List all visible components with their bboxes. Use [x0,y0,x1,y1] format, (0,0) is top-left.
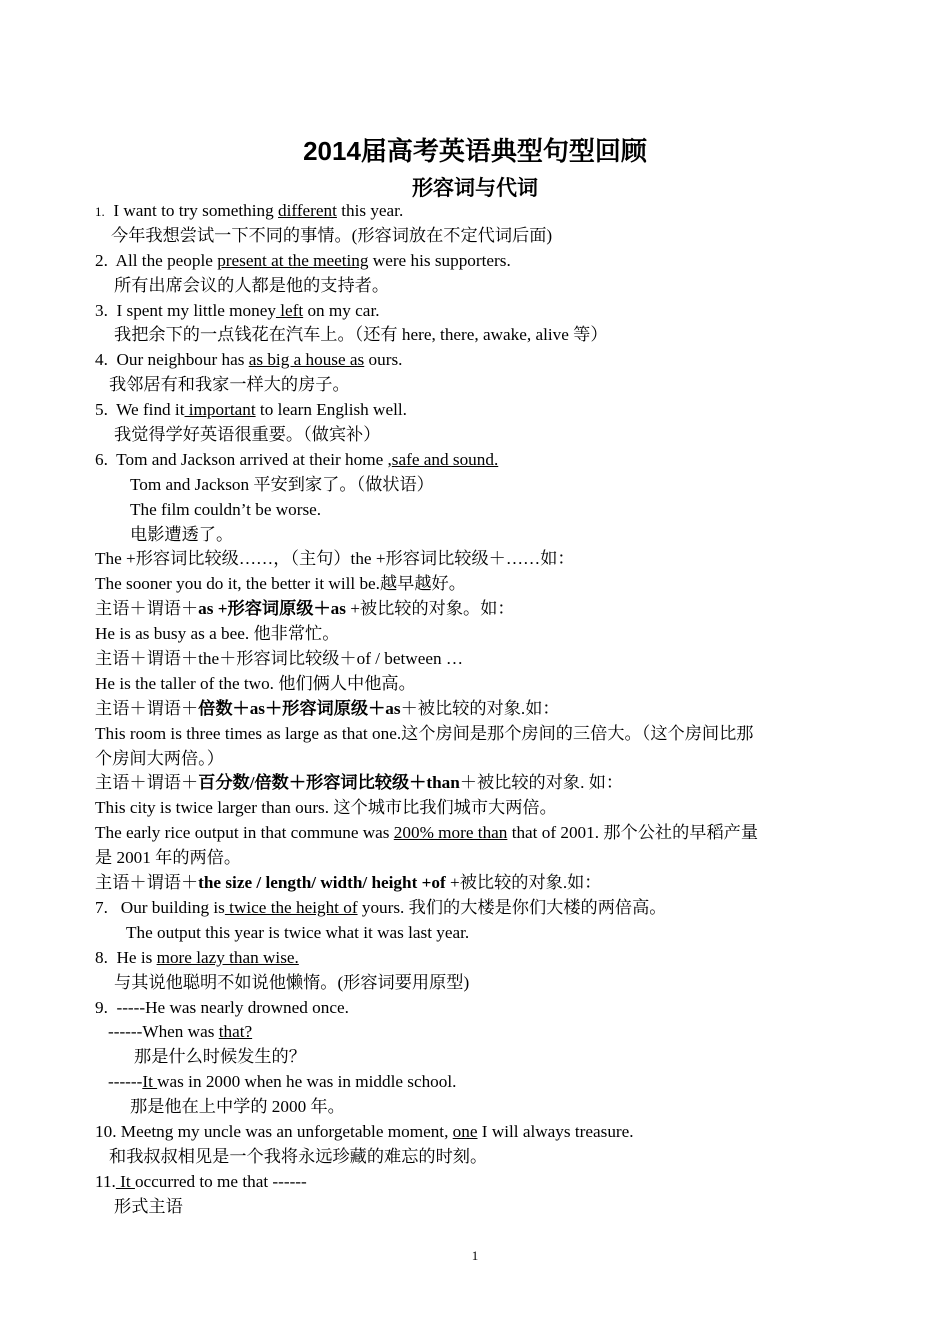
underlined-text: one [452,1121,478,1141]
text-segment: I will always treasure. [477,1121,634,1141]
text-segment: ＋被比较的对象. 如： [459,773,624,793]
underlined-text: It [115,1171,135,1191]
text-segment: 今年我想尝试一下不同的事情。(形容词放在不定代词后面) [111,225,553,245]
text-line [0,423,950,448]
text-segment: were his supporters. [368,250,511,270]
text-line [0,523,950,548]
document-title: 2014届高考英语典型句型回顾 [303,136,647,166]
text-line [0,722,950,747]
bold-text: the size / length/ width/ height +of [198,873,446,893]
bold-text: 倍数＋as＋形容词原级＋as [198,698,401,718]
text-line [0,796,950,821]
text-segment: 我把余下的一点钱花在汽车上。（还有 here, there, awake, alive 等） [114,325,608,345]
text-line [0,473,950,498]
text-segment: The output this year is twice what it was last year. [126,922,470,942]
text-segment: 是 2001 年的两倍。 [95,848,242,868]
text-line [0,747,950,772]
page-number: 1 [471,1248,479,1263]
text-line [0,1095,950,1120]
text-segment: 那是他在上中学的 2000 年。 [130,1097,345,1117]
text-segment: Tom and Jackson 平安到家了。（做状语） [130,474,434,494]
text-line [0,1170,950,1195]
text-line [0,1145,950,1170]
text-line [0,996,950,1021]
text-line [0,572,950,597]
text-line [0,971,950,996]
text-segment: ＋被比较的对象.如： [400,698,560,718]
text-segment: 主语＋谓语＋ [95,599,199,619]
text-line [0,1045,950,1070]
text-segment: 主语＋谓语＋ [95,773,199,793]
underlined-text: as big a house as [248,350,365,370]
text-segment: This room is three times as large as that one.这个房间是那个房间的三倍大。（这个房间比那 [95,723,754,743]
text-segment: on my car. [303,300,380,320]
text-line [0,771,950,796]
text-segment: 9. -----He was nearly drowned once. [95,997,349,1017]
text-segment: 4. Our neighbour has [95,350,249,370]
text-line [0,1020,950,1045]
text-line [0,498,950,523]
text-segment: yours. 我们的大楼是你们大楼的两倍高。 [357,897,667,917]
text-segment: 6. Tom and Jackson arrived at their home , [95,449,392,469]
text-line [0,348,950,373]
text-segment: +被比较的对象.如： [445,873,602,893]
text-segment: 7. Our building is [95,897,225,917]
text-segment: The early rice output in that commune was [95,823,394,843]
text-segment: occurred to me that ------ [134,1171,307,1191]
underlined-text: twice the height of [224,897,358,917]
text-segment: 2. All the people [95,250,218,270]
text-segment: 10. Meetng my uncle was an unforgetable moment, [95,1121,453,1141]
text-segment: 形式主语 [114,1196,183,1216]
text-line [0,846,950,871]
text-line [0,1195,950,1220]
text-segment: +被比较的对象。如： [345,599,515,619]
text-segment: The film couldn’t be worse. [130,499,322,519]
text-segment: He is as busy as a bee. 他非常忙。 [95,624,340,644]
text-line [0,274,950,299]
text-line [0,672,950,697]
underlined-text: different [278,201,337,220]
text-line [0,921,950,946]
text-segment: 主语＋谓语＋ [95,698,199,718]
text-segment: was in 2000 when he was in middle school. [157,1072,457,1092]
text-segment: 11. [95,1171,116,1191]
text-segment: ------ [108,1072,143,1092]
bold-text: as +形容词原级＋as [198,599,346,619]
text-segment: 主语＋谓语＋ [95,873,199,893]
text-segment: this year. [336,201,404,220]
text-segment: 和我叔叔相见是一个我将永远珍藏的难忘的时刻。 [109,1146,488,1166]
text-line [0,199,950,224]
text-segment: that of 2001. 那个公社的早稻产量 [507,823,759,843]
underlined-text: safe and sound. [391,449,499,469]
underlined-text: more lazy than wise. [156,947,299,967]
underlined-text: that? [218,1022,253,1042]
text-segment: He is the taller of the two. 他们俩人中他高。 [95,673,416,693]
text-segment: The +形容词比较级……，（主句）the +形容词比较级＋……如： [95,549,575,569]
text-line [0,871,950,896]
text-segment: This city is twice larger than ours. 这个城市比我们城市大两倍。 [95,798,557,818]
text-line [0,1120,950,1145]
text-line [0,896,950,921]
text-segment: 我邻居有和我家一样大的房子。 [109,375,350,395]
text-line [0,373,950,398]
text-line [0,597,950,622]
text-line [0,323,950,348]
text-line [0,946,950,971]
text-segment: I want to try something [104,201,279,220]
text-segment: 个房间大两倍。） [95,748,224,768]
text-segment: 电影遭透了。 [130,524,234,544]
text-segment: The sooner you do it, the better it will be.越早越好。 [95,574,466,594]
text-line [0,821,950,846]
text-segment: 那是什么时候发生的？ [134,1047,306,1067]
text-segment: ------When was [108,1022,219,1042]
text-segment: 8. He is [95,947,157,967]
text-line [0,647,950,672]
bold-text: 百分数/倍数＋形容词比较级＋than [198,773,460,793]
text-line [0,697,950,722]
document-subtitle: 形容词与代词 [412,177,538,200]
text-line [0,249,950,274]
text-line [0,448,950,473]
text-line [0,1070,950,1095]
text-segment: 主语＋谓语＋the＋形容词比较级＋of / between … [95,649,464,669]
underlined-text: It [142,1072,158,1092]
text-segment: ours. [364,350,403,370]
text-segment: 与其说他聪明不如说他懒惰。(形容词要用原型) [114,972,470,992]
text-segment: 5. We find it [95,400,185,420]
text-line [0,299,950,324]
document-body [0,199,950,1220]
text-line [0,547,950,572]
text-segment: 3. I spent my little money [95,300,276,320]
underlined-text: 200% more than [393,823,508,843]
text-line [0,398,950,423]
underlined-text: left [275,300,304,320]
text-segment: to learn English well. [255,400,407,420]
text-segment: 所有出席会议的人都是他的支持者。 [114,275,390,295]
underlined-text: important [184,400,256,420]
text-line [0,224,950,249]
text-segment: 1. [95,204,105,219]
text-line [0,622,950,647]
text-segment: 我觉得学好英语很重要。（做宾补） [114,425,381,445]
underlined-text: present at the meeting [217,250,369,270]
